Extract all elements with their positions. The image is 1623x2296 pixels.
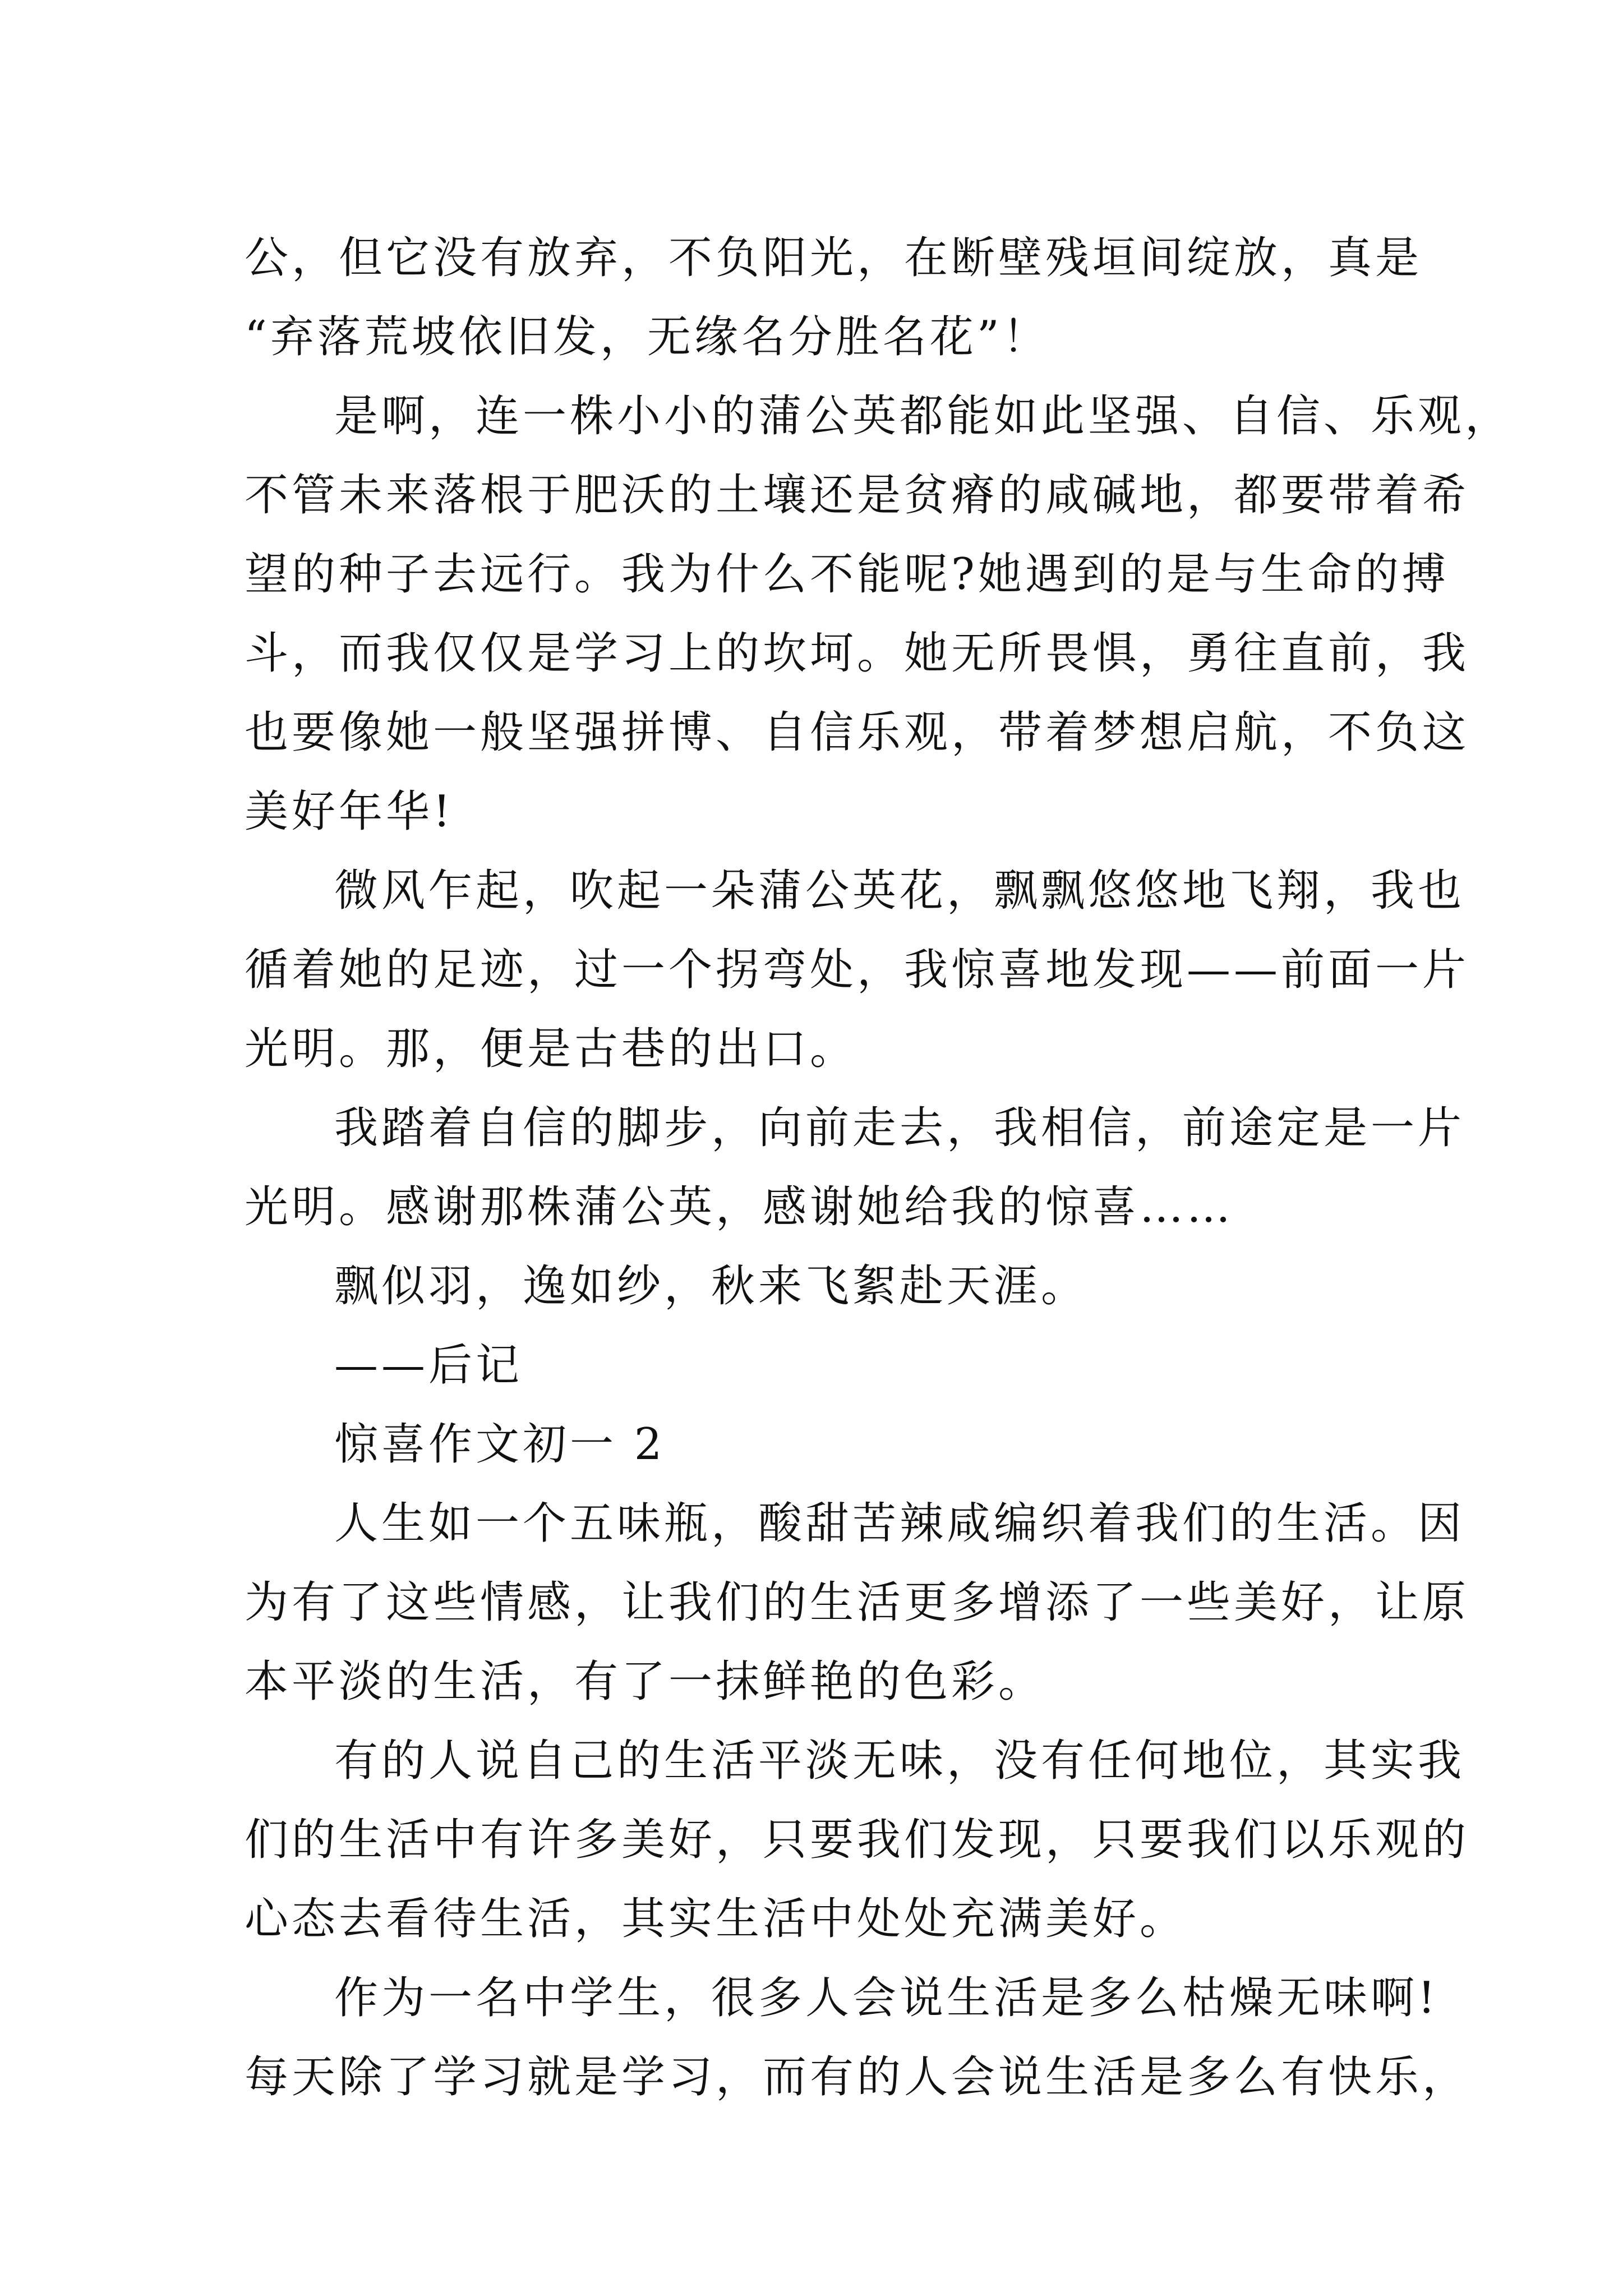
paragraph-first-line: 是啊，连一株小小的蒲公英都能如此坚强、自信、乐观， <box>334 391 1513 441</box>
text-line: 本平淡的生活，有了一抹鲜艳的色彩。 <box>245 1657 1046 1707</box>
section-title: 惊喜作文初一 2 <box>334 1419 666 1470</box>
postscript-line: ——后记 <box>334 1340 523 1391</box>
text-line: 也要像她一般坚强拼博、自信乐观，带着梦想启航，不负这 <box>245 707 1470 758</box>
paragraph-first-line: 微风乍起，吹起一朵蒲公英花，飘飘悠悠地飞翔，我也 <box>334 866 1465 916</box>
text-line: 为有了这些情感，让我们的生活更多增添了一些美好，让原 <box>245 1577 1470 1628</box>
text-line: 斗，而我仅仅是学习上的坎坷。她无所畏惧，勇往直前，我 <box>245 628 1470 679</box>
paragraph-first-line: 人生如一个五味瓶，酸甜苦辣咸编织着我们的生活。因 <box>334 1498 1465 1549</box>
text-line: 们的生活中有许多美好，只要我们发现，只要我们以乐观的 <box>245 1815 1470 1865</box>
document-body <box>245 219 1513 2117</box>
text-line: 循着她的足迹，过一个拐弯处，我惊喜地发现——前面一片 <box>245 945 1470 995</box>
text-line: 光明。那，便是古巷的出口。 <box>245 1024 857 1074</box>
text-line: 心态去看待生活，其实生活中处处充满美好。 <box>245 1894 1187 1944</box>
text-line: 美好年华! <box>245 786 454 837</box>
text-line: 望的种子去远行。我为什么不能呢?她遇到的是与生命的搏 <box>245 549 1449 600</box>
text-line: 公，但它没有放弃，不负阳光，在断壁残垣间绽放，真是 <box>245 233 1423 283</box>
paragraph-first-line: 我踏着自信的脚步，向前走去，我相信，前途定是一片 <box>334 1103 1465 1153</box>
text-line: 不管未来落根于肥沃的土壤还是贫瘠的咸碱地，都要带着希 <box>245 470 1470 521</box>
paragraph-first-line: 有的人说自己的生活平淡无味，没有任何地位，其实我 <box>334 1736 1465 1786</box>
text-line: “弃落荒坡依旧发，无缘名分胜名花”！ <box>245 312 1050 362</box>
poem-line: 飘似羽，逸如纱，秋来飞絮赴天涯。 <box>334 1261 1089 1312</box>
text-line: 光明。感谢那株蒲公英，感谢她给我的惊喜…… <box>245 1182 1234 1232</box>
paragraph-first-line: 作为一名中学生，很多人会说生活是多么枯燥无味啊! <box>334 1973 1439 2023</box>
text-line: 每天除了学习就是学习，而有的人会说生活是多么有快乐， <box>245 2052 1470 2102</box>
